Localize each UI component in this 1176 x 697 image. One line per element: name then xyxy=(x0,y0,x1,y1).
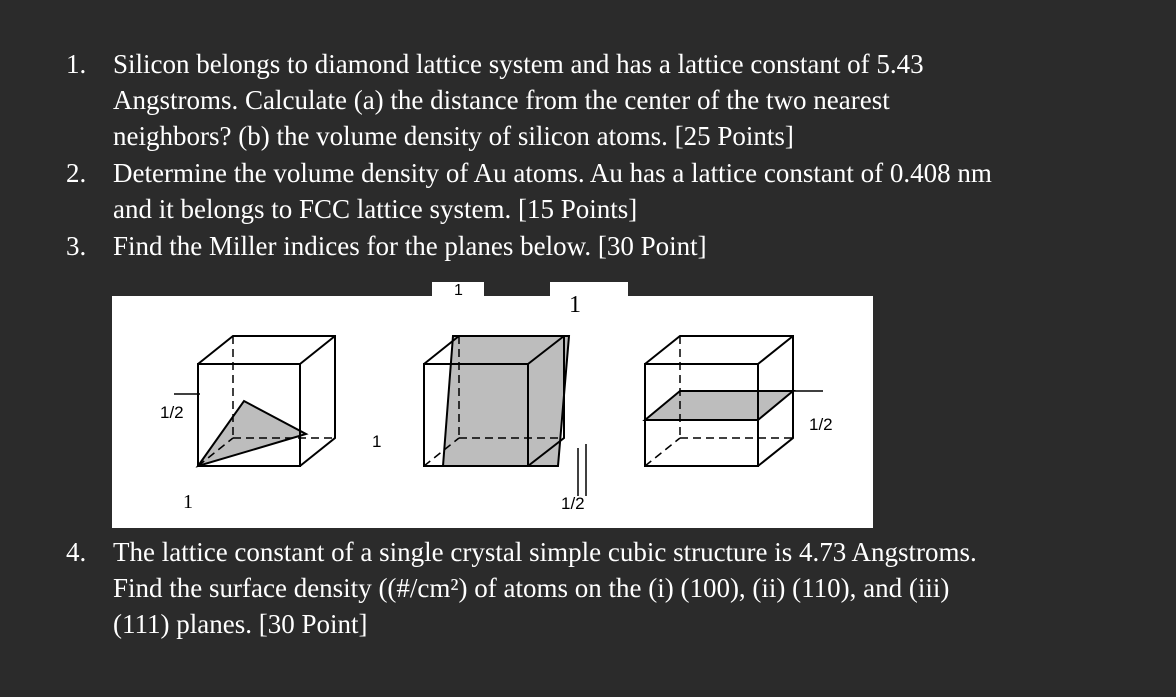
question-number: 4. xyxy=(66,537,87,567)
question-line: and it belongs to FCC lattice system. [15 Points] xyxy=(113,194,638,224)
cube1-plane xyxy=(198,401,306,466)
cube2-top-label-b: 1 xyxy=(550,282,628,330)
question-line: Find the Miller indices for the planes below. [30 Point] xyxy=(113,231,707,261)
cube1-one-right-label: 1 xyxy=(372,432,382,451)
cube2-plane xyxy=(443,336,569,466)
cube1-one-bottom-label: 1 xyxy=(183,491,193,513)
miller-planes-figure xyxy=(112,296,873,528)
cube3-plane xyxy=(645,391,793,420)
question-number: 2. xyxy=(66,158,87,188)
cube2-half-label: 1/2 xyxy=(561,494,585,513)
question-line: Find the surface density ((#/cm²) of atoms on the (i) (100), (ii) (110), and (iii) xyxy=(113,573,950,603)
question-line: Determine the volume density of Au atoms. Au has a lattice constant of 0.408 nm xyxy=(113,158,992,188)
question-line: (111) planes. [30 Point] xyxy=(113,609,368,639)
question-line: Angstroms. Calculate (a) the distance from the center of the two nearest xyxy=(113,85,890,115)
question-line: The lattice constant of a single crystal simple cubic structure is 4.73 Angstroms. xyxy=(113,537,977,567)
cube1-half-label: 1/2 xyxy=(160,403,184,422)
cube-diagrams xyxy=(112,296,873,528)
cube3-half-label: 1/2 xyxy=(809,415,833,434)
question-line: Silicon belongs to diamond lattice system and has a lattice constant of 5.43 xyxy=(113,49,924,79)
question-number: 1. xyxy=(66,49,87,79)
question-number: 3. xyxy=(66,231,87,261)
question-line: neighbors? (b) the volume density of silicon atoms. [25 Points] xyxy=(113,121,794,151)
cube2-top-label-a: 1 xyxy=(432,282,484,302)
